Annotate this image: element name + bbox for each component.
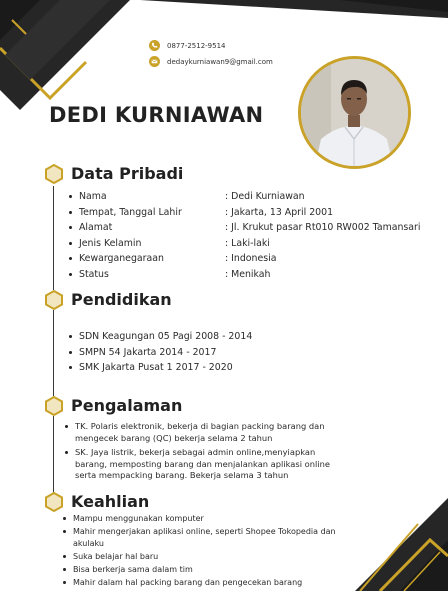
list-item: SDN Keagungan 05 Pagi 2008 - 2014 (67, 329, 252, 345)
list-item: SMPN 54 Jakarta 2014 - 2017 (67, 345, 252, 361)
row-label: Alamat (79, 222, 113, 233)
phone-text: 0877-2512-9514 (167, 41, 226, 50)
section-title-pengalaman: Pengalaman (71, 396, 183, 415)
data-pribadi-list (67, 189, 420, 282)
row-value: : Indonesia (225, 253, 277, 264)
hexagon-icon (44, 164, 64, 184)
list-item: Suka belajar hal baru (61, 551, 351, 563)
contact-phone (149, 40, 226, 51)
list-item: SK. Jaya listrik, bekerja sebagai admin online,menyiapkan barang, memposting barang dan menjalankan aplikasi online serta mempacking barang. Bekerja selama 3 tahun (63, 447, 345, 482)
hexagon-icon (44, 396, 64, 416)
section-title-data-pribadi: Data Pribadi (71, 164, 184, 183)
list-item: Bisa berkerja sama dalam tim (61, 564, 351, 576)
row-value: : Dedi Kurniawan (225, 191, 305, 202)
list-item: Mahir mengerjakan aplikasi online, seperti Shopee Tokopedia dan akulaku (61, 526, 351, 549)
pendidikan-list (67, 329, 252, 376)
profile-photo (298, 56, 411, 169)
row-value: : Jl. Krukut pasar Rt010 RW002 Tamansari (225, 222, 421, 233)
row-label: Nama (79, 191, 107, 202)
row-value: : Laki-laki (225, 237, 270, 249)
keahlian-list (61, 513, 351, 590)
timeline-line (53, 310, 54, 396)
section-title-keahlian: Keahlian (71, 492, 150, 511)
hexagon-icon (44, 290, 64, 310)
list-item: Mahir dalam hal packing barang dan pengecekan barang (61, 577, 351, 589)
list-item (67, 220, 420, 236)
contact-email (149, 56, 273, 67)
list-item (67, 189, 420, 205)
row-label: Jenis Kelamin (79, 237, 142, 249)
row-value: : Jakarta, 13 April 2001 (225, 206, 334, 218)
page-title: DEDI KURNIAWAN (49, 103, 264, 127)
row-label: Tempat, Tanggal Lahir (79, 206, 182, 218)
list-item (67, 267, 420, 283)
list-item: Mampu menggunakan komputer (61, 513, 351, 525)
phone-icon (149, 40, 160, 51)
list-item: SMK Jakarta Pusat 1 2017 - 2020 (67, 360, 252, 376)
list-item: TK. Polaris elektronik, bekerja di bagian packing barang dan mengecek barang (QC) bekerja selama 2 tahun (63, 421, 345, 444)
row-value: : Menikah (225, 268, 271, 280)
hexagon-icon (44, 492, 64, 512)
list-item (67, 236, 420, 252)
list-item (67, 205, 420, 221)
timeline-line (53, 186, 54, 290)
timeline-line (53, 416, 54, 496)
list-item (67, 251, 420, 267)
row-label: Status (79, 268, 109, 280)
pengalaman-list (63, 421, 345, 485)
row-label: Kewarganegaraan (79, 253, 164, 264)
section-title-pendidikan: Pendidikan (71, 290, 172, 309)
mail-icon (149, 56, 160, 67)
email-text: dedaykurniawan9@gmail.com (167, 57, 273, 66)
